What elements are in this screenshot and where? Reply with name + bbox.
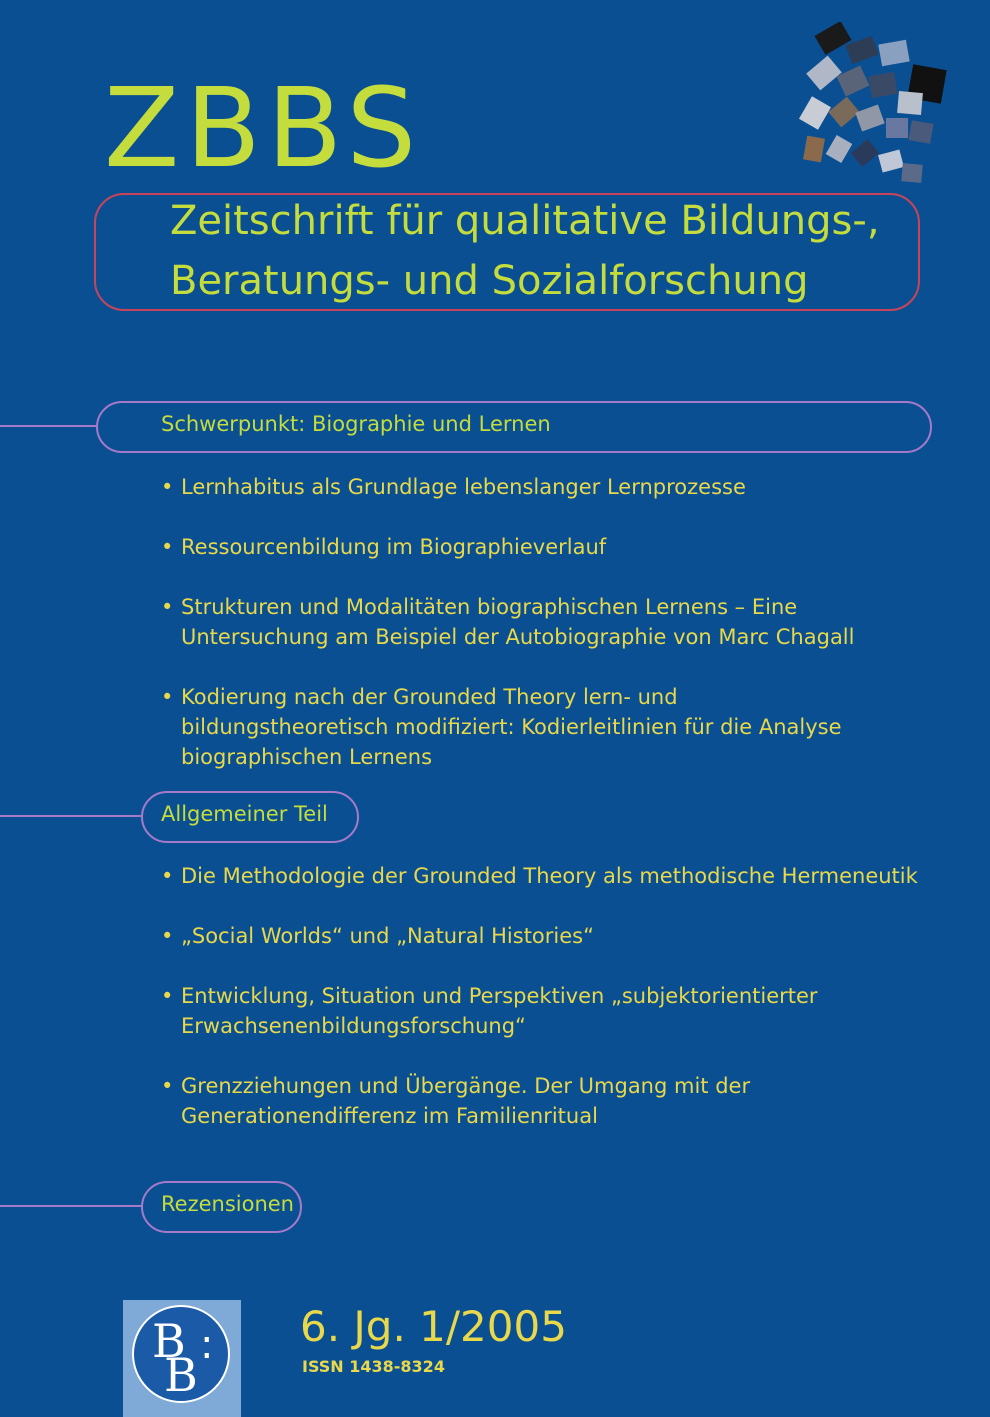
issn: ISSN 1438-8324 <box>302 1357 445 1376</box>
section-leader-line <box>0 1205 142 1207</box>
list-item <box>161 861 961 891</box>
list-item <box>161 921 961 951</box>
publisher-logo-colon: : <box>200 1322 214 1368</box>
subtitle-line-2: Beratungs- und Sozialforschung <box>170 258 809 304</box>
publisher-logo-letter: B <box>164 1348 198 1402</box>
section-leader-line <box>0 815 142 817</box>
bullet: • <box>161 984 174 1008</box>
section-leader-line <box>0 425 97 427</box>
issue-number: 6. Jg. 1/2005 <box>300 1302 567 1351</box>
section-heading-focus: Schwerpunkt: Biographie und Lernen <box>161 412 551 436</box>
article-title: Lernhabitus als Grundlage lebenslanger Lernprozesse <box>181 475 746 499</box>
bullet: • <box>161 475 174 499</box>
emblem-graphic <box>798 22 958 197</box>
section-heading-reviews: Rezensionen <box>161 1192 294 1216</box>
article-title: Die Methodologie der Grounded Theory als methodische Hermeneutik <box>181 864 918 888</box>
article-title: Entwicklung, Situation und Perspektiven „subjektorientierter Erwachsenenbildungsforschung“ <box>181 984 818 1038</box>
list-item <box>161 592 871 652</box>
article-title: Grenzziehungen und Übergänge. Der Umgang mit der Generationendifferenz im Familienritual <box>181 1074 751 1128</box>
article-title: Ressourcenbildung im Biographieverlauf <box>181 535 607 559</box>
article-title: „Social Worlds“ und „Natural Histories“ <box>181 924 594 948</box>
publisher-logo-letter: B <box>152 1314 186 1368</box>
bullet: • <box>161 685 174 709</box>
list-item <box>161 472 961 502</box>
article-title: Strukturen und Modalitäten biographischen Lernens – Eine Untersuchung am Beispiel der Autobiographie von Marc Chagall <box>181 595 855 649</box>
emblem-tiles <box>799 22 947 183</box>
journal-title: ZBBS <box>104 64 423 192</box>
bullet: • <box>161 535 174 559</box>
bullet: • <box>161 924 174 948</box>
list-item <box>161 981 931 1041</box>
bullet: • <box>161 864 174 888</box>
bullet: • <box>161 595 174 619</box>
section-heading-general: Allgemeiner Teil <box>161 802 328 826</box>
subtitle-line-1: Zeitschrift für qualitative Bildungs-, <box>170 198 880 244</box>
list-item <box>161 1071 871 1131</box>
bullet: • <box>161 1074 174 1098</box>
list-item <box>161 532 961 562</box>
article-title: Kodierung nach der Grounded Theory lern- und bildungstheoretisch modifiziert: Kodierleitlinien für die Analyse biographischen Lernens <box>181 685 842 769</box>
list-item <box>161 682 851 772</box>
